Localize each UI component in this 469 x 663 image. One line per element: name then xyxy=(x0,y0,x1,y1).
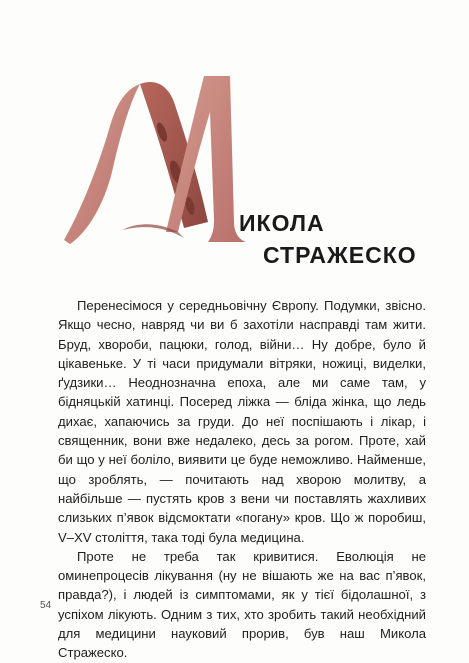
title-line-first-name: ИКОЛА xyxy=(239,210,325,236)
page-number: 54 xyxy=(40,600,52,611)
chapter-body-text xyxy=(58,296,426,663)
initial-m-illustration xyxy=(58,72,248,252)
decorative-initial-m xyxy=(58,72,248,252)
paragraph-2: Проте не треба так кривитися. Еволюція не оминепроцесів лікування (ну не вішають же на вас п’явок, правда?), і людей із симптомами, як у тієї бідолашної, з успіхом лікують. Одним з тих, хто зробить такий необхідний для медицини науковий прорив, був наш Микола Стражеско. xyxy=(58,548,426,661)
paragraph-1: Перенесімося у середньовічну Європу. Подумки, звісно. Якщо чесно, навряд чи ви б захотіли насправді там жити. Бруд, хвороби, пацюки, голод, війни… Ну добре, було й цікавеньке. У ті часи придумали вітряки, ножиці, виделки, ґудзики… Неоднозначна епоха, але ми саме там, у бідняцькій хатинці. Посеред ліжка — бліда жінка, що ледь дихає, хапаючись за груди. До неї поспішають і лікар, і священник, вони вже недалеко, десь за рогом. Проте, хай би що у неї боліло, виявити це буде неможливо. Найменше, що зроблять, — почитають над хворою молитву, а найбільше — пустять кров з вени чи поставлять жахливих слизьких п’явок відсмоктати «погану» кров. Що ж поробиш, V–XV століття, така тоді була медицина. xyxy=(58,298,426,545)
chapter-title xyxy=(237,209,447,269)
title-line-surname: СТРАЖЕСКО xyxy=(263,242,417,268)
initial-left-stroke xyxy=(64,84,140,244)
